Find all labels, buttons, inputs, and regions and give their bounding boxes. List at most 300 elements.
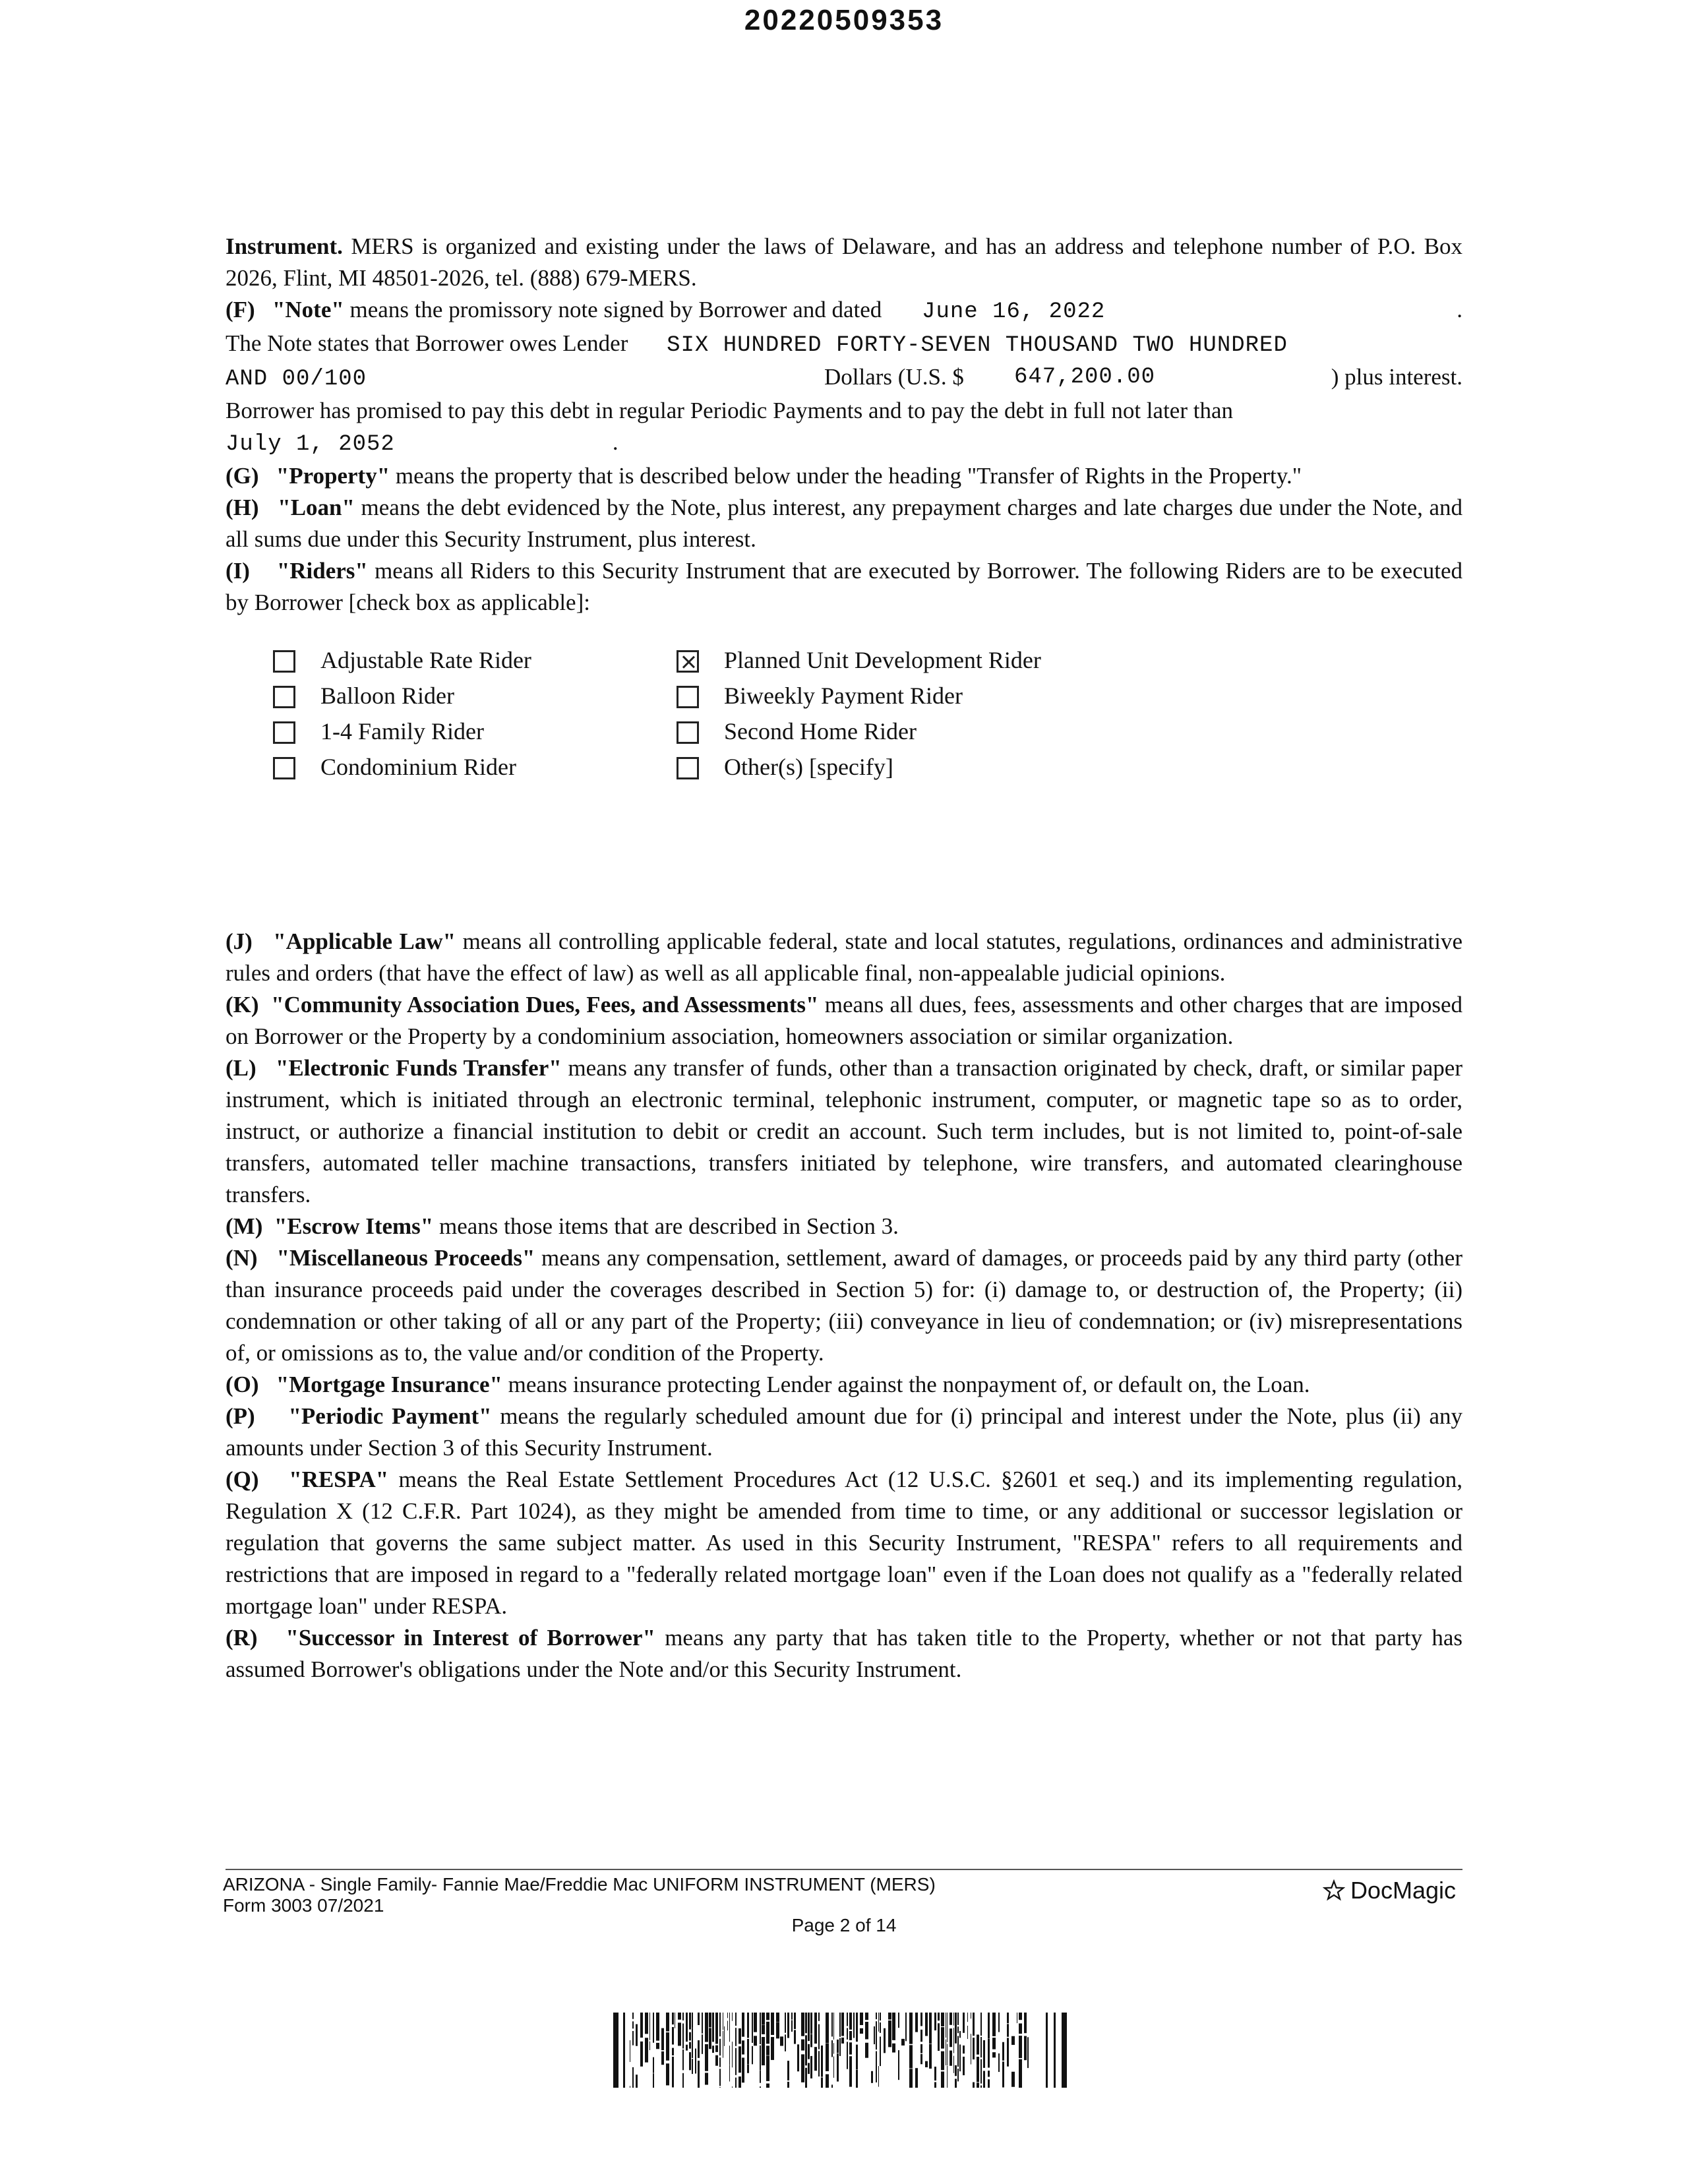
barcode-bar	[805, 2013, 807, 2033]
barcode-bar	[865, 2043, 868, 2058]
barcode-bar	[814, 2047, 817, 2071]
definition-k: (K) "Community Association Dues, Fees, and Assessments" means all dues, fees, assessments and other charges that are imposed on Borrower or the Property by a condominium association, homeowners association or similar organization.	[226, 992, 1463, 1049]
barcode-bar	[805, 2035, 807, 2065]
barcode-bar	[947, 2013, 948, 2042]
barcode-bar	[953, 2028, 954, 2053]
barcode-bar	[853, 2013, 855, 2038]
star-icon	[1323, 1879, 1345, 1902]
barcode-bar	[762, 2037, 765, 2065]
barcode-bar	[791, 2020, 793, 2032]
barcode-bar	[818, 2051, 820, 2077]
barcode-bar	[787, 2061, 789, 2080]
barcode-bar	[837, 2053, 839, 2081]
barcode-bar	[747, 2065, 749, 2073]
owes-line: The Note states that Borrower owes Lender SIX HUNDRED FORTY-SEVEN THOUSAND TWO HUNDRED	[226, 330, 1288, 358]
barcode-bar	[831, 2013, 833, 2036]
recording-number: 20220509353	[744, 4, 944, 36]
barcode-bar	[632, 2021, 634, 2028]
barcode-bar	[938, 2023, 940, 2051]
barcode-bar	[636, 2075, 638, 2088]
checkbox-icon[interactable]	[273, 757, 295, 779]
definition-p: (P) "Periodic Payment" means the regularly scheduled amount due for (i) principal and interest under the Note, plus (ii) any amounts under Section 3 of this Security Instrument.	[226, 1403, 1462, 1461]
instrument-bold: Instrument.	[226, 233, 343, 259]
barcode-bar	[856, 2070, 858, 2088]
barcode-bar	[920, 2044, 922, 2053]
barcode-bar	[738, 2077, 741, 2088]
footer-line-1: ARIZONA - Single Family- Fannie Mae/Freddie Mac UNIFORM INSTRUMENT (MERS)	[223, 1874, 936, 1895]
barcode-bar	[1007, 2013, 1009, 2023]
footer-divider	[226, 1869, 1462, 1870]
definition-r: (R) "Successor in Interest of Borrower" means any party that has taken title to the Property, whether or not that party has assumed Borrower's obligations under the Note and/or this Security Instrument.	[226, 1625, 1462, 1682]
barcode-bar	[766, 2013, 769, 2020]
definition-f: (F) "Note" means the promissory note signed by Borrower and dated June 16, 2022 .	[226, 297, 1462, 324]
barcode-bar	[712, 2013, 714, 2042]
barcode-bar	[818, 2013, 820, 2021]
barcode-bar	[826, 2075, 829, 2088]
barcode-bar	[787, 2082, 789, 2088]
barcode-bar	[849, 2031, 852, 2040]
barcode-bar	[947, 2044, 948, 2065]
barcode-bar	[849, 2042, 852, 2054]
barcode-bar	[1011, 2072, 1015, 2087]
barcode-bar	[839, 2038, 841, 2056]
barcode-bar	[785, 2034, 786, 2051]
checkbox-icon[interactable]	[677, 686, 699, 708]
barcode-bar	[754, 2036, 757, 2046]
barcode-bar	[686, 2045, 688, 2051]
barcode-bar	[715, 2013, 718, 2044]
barcode-bar	[776, 2022, 779, 2039]
barcode-bar	[760, 2071, 761, 2083]
barcode-bar	[747, 2039, 749, 2064]
barcode-bar	[709, 2028, 711, 2049]
barcode-bar	[686, 2013, 688, 2042]
barcode-bar	[719, 2069, 721, 2086]
barcode-bar	[920, 2030, 922, 2042]
barcode-bar	[833, 2043, 834, 2053]
barcode-bar	[719, 2087, 721, 2088]
barcode-bar	[884, 2028, 886, 2053]
barcode-bar	[880, 2036, 881, 2066]
barcode-bar	[632, 2067, 634, 2088]
promise-line: Borrower has promised to pay this debt in regular Periodic Payments and to pay the debt in full not later than	[226, 398, 1233, 423]
document-page: 20220509353 Instrument. MERS is organized and existing under the laws of Delaware, and has an address and telephone number of P.O. Box 2026, Flint, MI 48501-2026, tel. (888) 679-MERS. (F) "Note" means the promissory note signed by Borrower and dated June 16, 2022 . The Note states that Borrower owes Lender SIX HUNDRED FORTY-SEVEN THOUSAND TWO HUNDRED AND 00/100 Dollars (U.S. $ 647,200.00 ) plus interest. Borrower has promised to pay this debt in regular Periodic Payments and to pay the debt in full not later than July 1, 2052 . (G) "Property" means the property that is described below under the heading "Transfer of Rights in the Property." (H) "Loan" means the debt evidenced by the Note, plus interest, any prepayment charges and late charges due under the Note, and all sums due under this Security Instrument, plus interest. (I) "Riders" means all Riders to this Security Instrument that are executed by Borrower. The following Riders are to be executed by Borrower [check box as applicable]: Adjustable Rate Rider Balloon Rider 1-4 Family Rider Condominium Rider Planned Unit Development Rider Biweekly Payment Rider Second Home Rider Other(s) [specify] (J) "Applicable Law" means all controlling applicable federal, state and local statutes, regulations, ordinances and administrative rules and orders (that have the effect of law) as well as all applicable final, non-appealable judicial opinions. (K) "Community Association Dues, Fees, and Assessments" means all dues, fees, assessments and other charges that are imposed on Borrower or the Property by a condominium association, homeowners association or similar organization. (L) "Electronic Funds Transfer" means any transfer of funds, other than a transaction originated by check, draft, or similar paper instrument, which is initiated through an electronic terminal, telephonic instrument, computer, or magnetic tape so as to order, instruct, or authorize a financial institution to debit or credit an account. Such term includes, but is not limited to, point-of-sale transfers, automated teller machine transactions, transfers initiated by telephone, wire transfers, and automated clearinghouse transfers. (M) "Escrow Items" means those items that are described in Section 3. (N) "Miscellaneous Proceeds" means any compensation, settlement, award of damages, or proceeds paid by any third party (other than insurance proceeds paid under the coverages described in Section 5) for: (i) damage to, or destruction of, the Property; (ii) condemnation or other taking of all or any part of the Property; (iii) conveyance in lieu of condemnation; or (iv) misrepresentations of, or omissions as to, the value and/or condition of the Property. (O) "Mortgage Insurance" means insurance protecting Lender against the nonpayment of, or default on, the Loan. (P) "Periodic Payment" means the regularly scheduled amount due for (i) principal and interest under the Note, plus (ii) any amounts under Section 3 of this Security Instrument. (Q) "RESPA" means the Real Estate Settlement Procedures Act (12 U.S.C. §2601 et seq.) and its implementing regulation, Regulation X (12 C.F.R. Part 1024), as they might be amended from time to time, or any additional or successor legislation or regulation that governs the same subject matter. As used in this Security Instrument, "RESPA" refers to all requirements and restrictions that are imposed in regard to a "federally related mortgage loan" even if the Loan does not qualify as a "federally related mortgage loan" under RESPA. (R) "Successor in Interest of Borrower" means any party that has taken title to the Property, whether or not that party has assumed Borrower's obligations under the Note and/or this Security Instrument. ARIZONA - Single Family- Fannie Mae/Freddie Mac UNIFORM INSTRUMENT (MERS) Form 3003 07/2021 DocMagic Page 2 of 14	[0, 0, 1688, 2184]
barcode-bar	[839, 2013, 841, 2037]
barcode-bar	[998, 2013, 1000, 2032]
barcode-bar	[653, 2073, 654, 2088]
barcode-bar	[666, 2063, 669, 2085]
barcode-bar	[732, 2042, 733, 2067]
barcode-bar	[762, 2024, 765, 2034]
barcode-bar	[915, 2068, 918, 2088]
barcode-bar	[656, 2043, 659, 2049]
barcode-bar	[672, 2013, 674, 2024]
barcode-bar	[977, 2082, 979, 2088]
barcode-bar	[998, 2053, 1000, 2072]
checkbox-icon[interactable]	[677, 757, 699, 779]
barcode-bar	[695, 2049, 696, 2074]
barcode-bar	[953, 2056, 954, 2073]
barcode-bar	[649, 2042, 650, 2050]
footer-form-info	[223, 1874, 936, 1916]
barcode-bar	[967, 2013, 968, 2022]
barcode-bar	[871, 2071, 873, 2083]
barcode-bar	[661, 2028, 664, 2051]
barcode-bar	[672, 2048, 674, 2055]
barcode-bar	[925, 2061, 928, 2067]
barcode-bar	[682, 2013, 684, 2020]
barcode-bar	[833, 2013, 834, 2040]
amount-words-1: SIX HUNDRED FORTY-SEVEN THOUSAND TWO HUNDRED	[667, 333, 1288, 358]
barcode-bar	[967, 2026, 968, 2039]
barcode-bar	[892, 2044, 895, 2053]
barcode-bar	[715, 2055, 718, 2066]
barcode-bar	[678, 2013, 681, 2020]
barcode-bar	[698, 2013, 700, 2025]
barcode-bar	[821, 2077, 823, 2088]
checkbox-icon[interactable]	[273, 650, 295, 673]
barcode-bar	[880, 2022, 881, 2033]
barcode-bar	[752, 2046, 753, 2065]
barcode-bar	[801, 2040, 804, 2051]
barcode-bar	[950, 2013, 952, 2025]
barcode-bar	[787, 2013, 789, 2038]
barcode-bar	[915, 2013, 918, 2032]
barcode-bar	[988, 2013, 990, 2039]
barcode-bar	[678, 2022, 681, 2046]
barcode-bar	[719, 2039, 721, 2055]
barcode-bar	[672, 2057, 674, 2088]
checkbox-icon[interactable]	[677, 721, 699, 744]
barcode-bar	[980, 2037, 982, 2057]
barcode-bar	[735, 2013, 737, 2026]
barcode-bar	[766, 2046, 769, 2055]
barcode-bar	[632, 2013, 634, 2019]
barcode-bar	[980, 2059, 982, 2084]
barcode-bar	[876, 2051, 877, 2082]
barcode-bar	[876, 2021, 877, 2049]
barcode-bar	[738, 2046, 741, 2073]
barcode-bar	[934, 2067, 936, 2080]
barcode-bar	[801, 2013, 804, 2036]
definition-m: (M) "Escrow Items" means those items that are described in Section 3.	[226, 1213, 899, 1239]
barcode-bar	[888, 2020, 891, 2047]
barcode-bar	[934, 2082, 936, 2088]
barcode-guard-bar	[1054, 2013, 1056, 2088]
barcode-bar	[705, 2013, 708, 2042]
barcode-bar	[689, 2032, 691, 2041]
barcode-bar	[808, 2044, 810, 2059]
barcode-bar	[682, 2073, 684, 2088]
barcode-bar	[645, 2013, 648, 2034]
barcode-bar	[950, 2028, 952, 2047]
page-number: Page 2 of 14	[791, 1915, 897, 1935]
amount-number: 647,200.00	[1014, 365, 1156, 390]
barcode-bar	[742, 2040, 744, 2054]
barcode-bar	[909, 2069, 913, 2088]
barcode-bar	[847, 2042, 848, 2069]
barcode-bar	[929, 2013, 932, 2044]
barcode-bar	[729, 2065, 730, 2081]
barcode-bar	[794, 2013, 796, 2029]
barcode-guard-bar	[1062, 2013, 1067, 2088]
barcode-bar	[766, 2084, 769, 2088]
barcode-bar	[957, 2069, 959, 2081]
definition-o: (O) "Mortgage Insurance" means insurance protecting Lender against the nonpayment of, or default on, the Loan.	[226, 1372, 1310, 1397]
barcode-bar	[640, 2013, 643, 2038]
barcode-bar	[636, 2024, 638, 2046]
barcode-bar	[661, 2051, 664, 2065]
checkbox-checked-icon[interactable]	[677, 650, 699, 673]
barcode-bar	[878, 2013, 879, 2032]
barcode-bar	[747, 2013, 749, 2038]
barcode-bar	[698, 2040, 700, 2058]
barcode-bar	[888, 2013, 891, 2020]
barcode-bar	[709, 2013, 711, 2027]
barcode-bar	[632, 2031, 634, 2046]
barcode-bar	[791, 2013, 793, 2020]
barcode-bar	[957, 2013, 959, 2025]
barcode-bar	[831, 2084, 833, 2088]
barcode-bar	[941, 2071, 944, 2088]
barcode-bar	[901, 2039, 905, 2046]
barcode-bar	[992, 2052, 996, 2057]
barcode-bar	[892, 2013, 895, 2040]
barcode-bar	[1024, 2036, 1027, 2061]
barcode-bar	[797, 2044, 799, 2071]
amount-words-2: AND 00/100	[226, 367, 367, 392]
barcode-guard-bar	[613, 2013, 618, 2088]
docmagic-logo	[1323, 1877, 1456, 1904]
barcode-bar	[865, 2013, 868, 2020]
barcode-bar	[874, 2026, 875, 2044]
barcode-bar	[856, 2045, 858, 2069]
barcode-bar	[955, 2065, 957, 2076]
barcode-bar	[977, 2034, 979, 2054]
barcode-bar	[752, 2013, 753, 2043]
barcode-bar	[692, 2013, 693, 2028]
checkbox-icon[interactable]	[273, 686, 295, 708]
barcode-bar	[705, 2044, 708, 2071]
barcode-bar	[941, 2013, 944, 2026]
barcode-bar	[849, 2013, 852, 2030]
barcode-bar	[810, 2013, 812, 2034]
definitions-list	[226, 926, 1462, 1685]
barcode-bar	[776, 2013, 779, 2022]
barcode-bar	[1007, 2024, 1009, 2036]
barcode-guard-bar	[1046, 2013, 1048, 2088]
barcode-bar	[742, 2013, 744, 2037]
barcode-bar	[973, 2038, 975, 2059]
barcode-bar	[973, 2013, 975, 2036]
barcode-bar	[724, 2026, 725, 2046]
barcode-bar	[656, 2013, 659, 2041]
barcode-bar	[814, 2013, 817, 2044]
barcode-bar	[947, 2066, 948, 2088]
definition-i: (I) "Riders" means all Riders to this Security Instrument that are executed by Borrower. The following Riders are to be executed by Borrower [check box as applicable]:	[226, 558, 1463, 615]
barcode-bar	[959, 2044, 961, 2071]
footer-line-2: Form 3003 07/2021	[223, 1895, 384, 1916]
barcode-bar	[1011, 2036, 1015, 2045]
definition-h: (H) "Loan" means the debt evidenced by the Note, plus interest, any prepayment charges and late charges due under the Note, and all sums due under this Security Instrument, plus interest.	[226, 495, 1463, 552]
barcode-bar	[856, 2013, 858, 2042]
barcode-bar	[735, 2028, 737, 2046]
barcode-bar	[738, 2028, 741, 2044]
barcode-bar	[808, 2063, 810, 2074]
barcode-bar	[727, 2021, 728, 2031]
barcode-bar	[1002, 2042, 1004, 2061]
barcode-bar	[983, 2040, 985, 2068]
barcode-bar	[715, 2046, 718, 2052]
barcode-bar	[810, 2056, 812, 2078]
barcode-bar	[980, 2013, 982, 2036]
barcode-bar	[766, 2022, 769, 2044]
barcode-bar	[841, 2038, 844, 2044]
barcode-bar	[980, 2085, 982, 2088]
barcode-bar	[977, 2057, 979, 2082]
barcode-bar	[837, 2040, 839, 2053]
barcode-bar	[766, 2055, 769, 2081]
barcode-bar	[682, 2049, 684, 2070]
barcode-bar	[941, 2027, 944, 2049]
barcode-bar	[876, 2013, 877, 2019]
barcode-bar	[957, 2026, 959, 2033]
barcode-bar	[992, 2038, 996, 2049]
barcode-bar	[1024, 2013, 1027, 2033]
barcode-bar	[692, 2059, 693, 2074]
barcode-bar	[771, 2037, 774, 2060]
barcode-bar	[729, 2046, 730, 2065]
definition-g: (G) "Property" means the property that is described below under the heading "Transfer of Rights in the Property."	[226, 463, 1302, 489]
barcode-bar	[955, 2078, 957, 2088]
barcode-bar	[953, 2013, 954, 2026]
barcode-bar	[1019, 2023, 1022, 2034]
docmagic-brand: DocMagic	[1350, 1877, 1456, 1904]
barcode-bar	[692, 2028, 693, 2058]
maturity-line: July 1, 2052 .	[226, 429, 618, 457]
checkbox-icon[interactable]	[273, 721, 295, 744]
barcode-bar	[920, 2054, 922, 2064]
barcode-bar	[649, 2013, 650, 2040]
barcode-bar	[653, 2013, 654, 2043]
barcode-bar	[860, 2013, 863, 2025]
barcode-bar	[735, 2048, 737, 2075]
barcode-bar	[950, 2051, 952, 2066]
barcode-bar	[754, 2013, 757, 2032]
barcode-bar	[955, 2013, 957, 2044]
barcode-bar	[1007, 2038, 1009, 2066]
barcode-bar	[988, 2071, 990, 2077]
barcode-bar	[805, 2068, 807, 2088]
barcode-bar	[1019, 2036, 1022, 2058]
barcode-bar	[963, 2013, 965, 2033]
barcode-bar	[938, 2013, 940, 2020]
barcode-bar	[808, 2013, 810, 2041]
barcode-bar	[645, 2038, 648, 2062]
barcode-bar	[719, 2013, 721, 2036]
barcode-guard-bar	[623, 2013, 625, 2088]
barcode-bar	[941, 2051, 944, 2071]
barcode-bar	[698, 2061, 700, 2088]
barcode-bar	[785, 2013, 786, 2033]
note-date: June 16, 2022	[922, 299, 1106, 324]
barcode-bar	[963, 2057, 965, 2075]
barcode-bar	[760, 2046, 761, 2071]
barcode-bar	[826, 2044, 829, 2071]
barcode-bar	[771, 2013, 774, 2035]
barcode-bar	[727, 2013, 728, 2018]
barcode-bar	[826, 2013, 829, 2043]
barcode-bar	[729, 2013, 730, 2042]
barcode-bar	[672, 2027, 674, 2045]
barcode-bar	[959, 2031, 961, 2038]
barcode-bar	[929, 2044, 932, 2069]
barcode-bar	[682, 2024, 684, 2049]
definition-n: (N) "Miscellaneous Proceeds" means any compensation, settlement, award of damages, or proceeds paid by any third party (other than insurance proceeds paid under the coverages described in Section 5) for: (i) damage to, or destruction of, the Property; (ii) condemnation or other taking of all or any part of the Property; (iii) conveyance in lieu of condemnation; or (iv) misrepresentations of, or omissions as to, the value and/or condition of the Property.	[226, 1245, 1463, 1366]
maturity-date: July 1, 2052	[226, 432, 395, 457]
barcode-bar	[1027, 2037, 1029, 2068]
barcode-bar	[909, 2045, 913, 2068]
barcode-bar	[880, 2013, 881, 2020]
barcode-bar	[689, 2042, 691, 2049]
definition-q: (Q) "RESPA" means the Real Estate Settlement Procedures Act (12 U.S.C. §2601 et seq.) and its implementing regulation, Regulation X (12 C.F.R. Part 1024), as they might be amended from time to time, or any additional or successor legislation or regulation that governs the same subject matter. As used in this Security Instrument, "RESPA" refers to all requirements and restrictions that are imposed in regard to a "federally related mortgage loan" even if the Loan does not qualify as a "federally related mortgage loan" under RESPA.	[226, 1467, 1462, 1619]
definitions-top	[226, 231, 1462, 619]
barcode-bar	[780, 2036, 783, 2046]
barcode-bar	[925, 2013, 928, 2036]
barcode-bar	[640, 2042, 643, 2067]
barcode-bar	[821, 2046, 823, 2077]
barcode-bar	[1002, 2061, 1004, 2087]
barcode-image	[613, 2013, 1071, 2088]
barcode-bar	[689, 2013, 691, 2030]
barcode-bar	[732, 2013, 733, 2021]
barcode-bar	[742, 2057, 744, 2082]
barcode-bar	[898, 2013, 899, 2028]
barcode-bar	[705, 2073, 708, 2084]
barcode-bar	[831, 2040, 833, 2057]
barcode-bar	[841, 2013, 844, 2036]
barcode-bar	[992, 2013, 996, 2036]
barcode-bar	[1019, 2059, 1022, 2088]
barcode-bar	[760, 2013, 761, 2044]
barcode-bar	[898, 2050, 899, 2080]
barcode-bar	[712, 2046, 714, 2053]
barcode-bar	[810, 2034, 812, 2048]
barcode-bar	[934, 2013, 936, 2030]
barcode-bar	[973, 2082, 975, 2088]
barcode-bar	[963, 2046, 965, 2053]
barcode-bar	[735, 2078, 737, 2088]
barcode-bar	[666, 2013, 669, 2032]
barcode-bar	[689, 2052, 691, 2070]
barcode-bar	[988, 2079, 990, 2088]
barcode-bar	[988, 2039, 990, 2068]
barcode-bar	[702, 2034, 703, 2054]
barcode-bar	[732, 2086, 733, 2088]
barcode-bar	[818, 2024, 820, 2049]
barcode-bar	[983, 2071, 985, 2088]
barcode-bar	[847, 2013, 848, 2026]
barcode-bar	[1019, 2013, 1022, 2020]
definition-l: (L) "Electronic Funds Transfer" means any transfer of funds, other than a transaction originated by check, draft, or similar paper instrument, which is initiated through an electronic terminal, telephonic instrument, computer, or magnetic tape so as to order, instruct, or authorize a financial institution to debit or credit an account. Such term includes, but is not limited to, point-of-sale transfers, automated teller machine transactions, transfers initiated by telephone, wire transfers, and automated clearinghouse transfers.	[226, 1055, 1462, 1207]
amount-line: AND 00/100 Dollars (U.S. $ 647,200.00 ) plus interest.	[226, 361, 1462, 395]
barcode-bar	[760, 2086, 761, 2088]
barcode-bar	[762, 2013, 765, 2024]
barcode-bar	[957, 2036, 959, 2067]
barcode-bar	[905, 2013, 907, 2041]
barcode-bar	[801, 2054, 804, 2082]
barcode-bar	[847, 2028, 848, 2039]
